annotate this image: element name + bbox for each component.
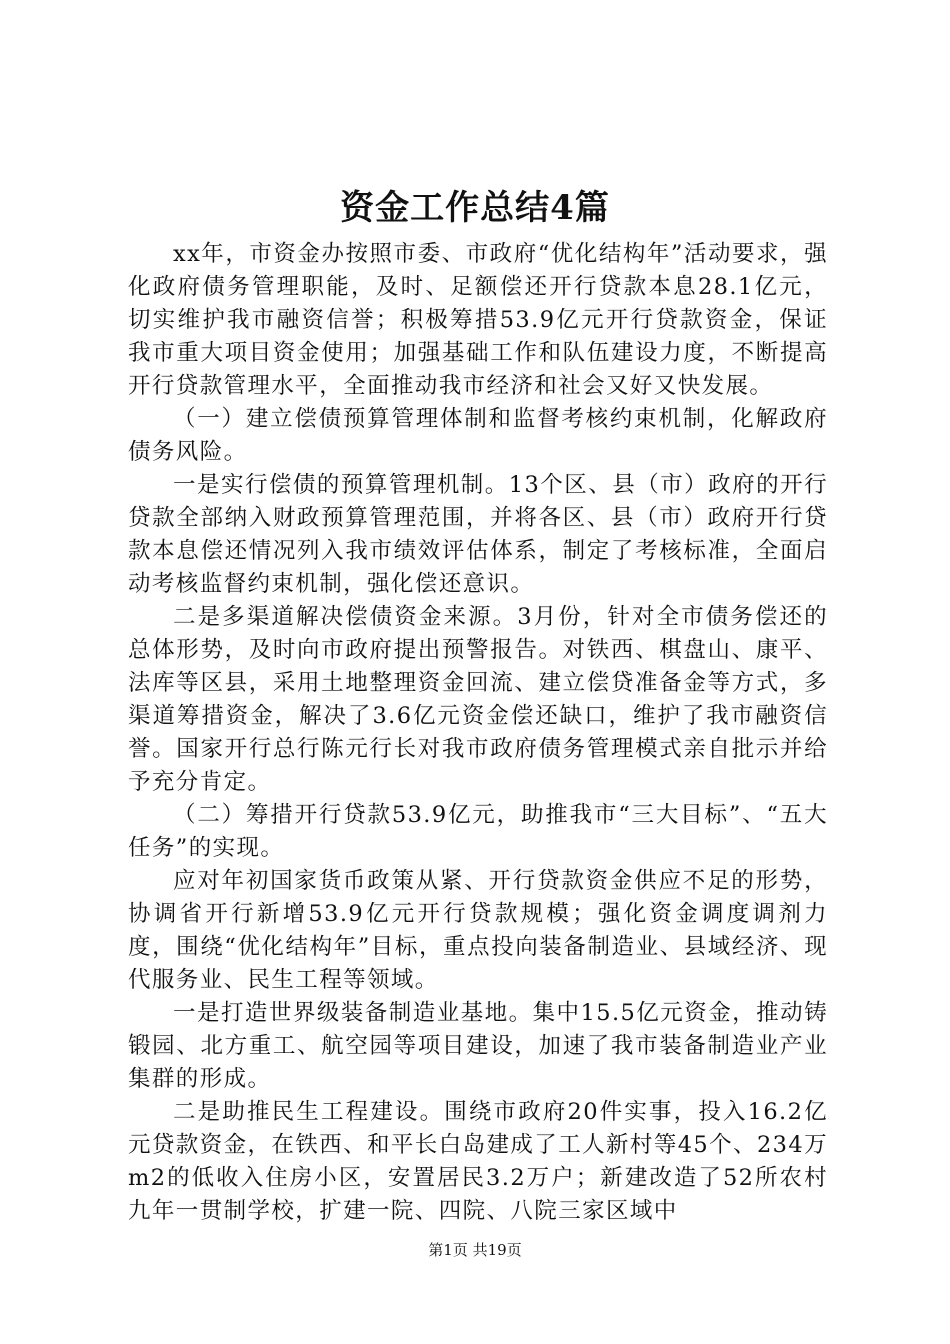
paragraph-repayment-sources: 二是多渠道解决偿债资金来源。3月份，针对全市债务偿还的总体形势，及时向市政府提出预警报告。对铁西、棋盘山、康平、法库等区县，采用土地整理资金回流、建立偿贷准备金等方式，多渠道筹措资金，解决了3.6亿元资金偿还缺口，维护了我市融资信誉。国家开行总行陈元行长对我市政府债务管理模式亲自批示并给予充分肯定。 bbox=[128, 604, 828, 795]
paragraph-section-1-heading: （一）建立偿债预算管理体制和监督考核约束机制，化解政府债务风险。 bbox=[128, 406, 828, 465]
paragraph-intro: xx年，市资金办按照市委、市政府“优化结构年”活动要求，强化政府债务管理职能，及时、足额偿还开行贷款本息28.1亿元，切实维护我市融资信誉；积极筹措53.9亿元开行贷款资金，保证我市重大项目资金使用；加强基础工作和队伍建设力度，不断提高开行贷款管理水平，全面推动我市经济和社会又好又快发展。 bbox=[128, 241, 828, 399]
paragraph-section-2-heading: （二）筹措开行贷款53.9亿元，助推我市“三大目标”、“五大任务”的实现。 bbox=[128, 802, 828, 861]
paragraph-budget-mechanism: 一是实行偿债的预算管理机制。13个区、县（市）政府的开行贷款全部纳入财政预算管理范围，并将各区、县（市）政府开行贷款本息偿还情况列入我市绩效评估体系，制定了考核标准，全面启动考核监督约束机制，强化偿还意识。 bbox=[128, 472, 828, 597]
paragraph-equipment-base: 一是打造世界级装备制造业基地。集中15.5亿元资金，推动铸锻园、北方重工、航空园等项目建设，加速了我市装备制造业产业集群的形成。 bbox=[128, 1000, 828, 1092]
paragraph-loan-allocation: 应对年初国家货币政策从紧、开行贷款资金供应不足的形势，协调省开行新增53.9亿元开行贷款规模；强化资金调度调剂力度，围绕“优化结构年”目标，重点投向装备制造业、县域经济、现代服务业、民生工程等领域。 bbox=[128, 868, 828, 993]
paragraph-livelihood-projects: 二是助推民生工程建设。围绕市政府20件实事，投入16.2亿元贷款资金，在铁西、和平长白岛建成了工人新村等45个、234万m2的低收入住房小区，安置居民3.2万户；新建改造了52所农村九年一贯制学校，扩建一院、四院、八院三家区域中 bbox=[128, 1099, 828, 1224]
page-footer: 第1页 共19页 bbox=[428, 1241, 522, 1259]
page-title: 资金工作总结4篇 bbox=[340, 188, 610, 228]
document-body bbox=[128, 238, 828, 1228]
